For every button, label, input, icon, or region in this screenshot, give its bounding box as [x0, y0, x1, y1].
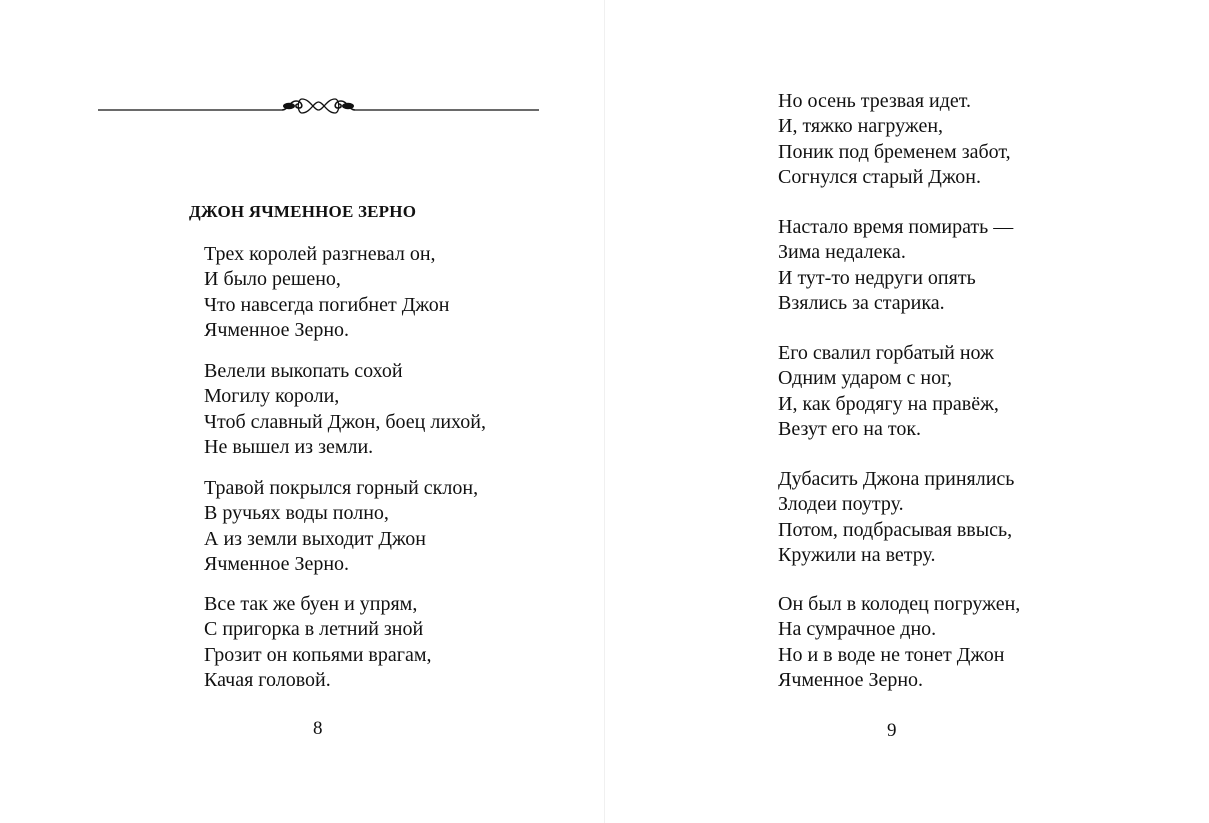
- poem-line: Взялись за старика.: [778, 291, 945, 314]
- poem-line: И, как бродягу на правёж,: [778, 392, 999, 415]
- right-page: [605, 0, 1209, 823]
- poem-line: Что навсегда погибнет Джон: [204, 293, 450, 316]
- poem-line: Его свалил горбатый нож: [778, 342, 994, 364]
- page-number: 9: [887, 720, 897, 741]
- stanza-7: [778, 341, 999, 442]
- poem-line: Везут его на ток.: [778, 417, 922, 440]
- poem-line: Зима недалека.: [778, 241, 906, 264]
- stanza-1: [204, 242, 449, 343]
- poem-line: Ячменное Зерно.: [778, 668, 924, 691]
- poem-line: Согнулся старый Джон.: [778, 165, 981, 188]
- poem-title: ДЖОН ЯЧМЕННОЕ ЗЕРНО: [189, 202, 417, 221]
- poem-line: Потом, подбрасывая ввысь,: [778, 518, 1013, 541]
- poem-line: На сумрачное дно.: [778, 618, 937, 641]
- stanza-5: [778, 89, 1011, 190]
- poem-line: Поник под бременем забот,: [778, 140, 1011, 163]
- ornament-divider-icon: [98, 92, 539, 116]
- poem-line: И было решено,: [204, 268, 341, 291]
- stanza-3: [204, 476, 478, 577]
- poem-line: Не вышел из земли.: [204, 435, 374, 458]
- poem-line: И, тяжко нагружен,: [778, 115, 944, 138]
- stanza-2: [204, 359, 486, 460]
- poem-line: Злодеи поутру.: [778, 493, 904, 516]
- poem-line: Но осень трезвая идет.: [778, 90, 972, 112]
- poem-line: С пригорка в летний зной: [204, 618, 424, 641]
- stanza-8: [778, 467, 1014, 568]
- poem-line: Ячменное Зерно.: [204, 318, 350, 341]
- stanza-4: [204, 592, 432, 693]
- poem-line: Велели выкопать сохой: [204, 360, 403, 382]
- poem-line: Чтоб славный Джон, боец лихой,: [204, 410, 486, 433]
- left-page: [0, 0, 604, 823]
- poem-line: Одним ударом с ног,: [778, 367, 953, 390]
- poem-line: Грозит он копьями врагам,: [204, 643, 432, 666]
- poem-line: Кружили на ветру.: [778, 543, 936, 566]
- poem-line: Качая головой.: [204, 668, 331, 691]
- poem-line: Он был в колодец погружен,: [778, 593, 1021, 615]
- poem-line: Все так же буен и упрям,: [204, 593, 418, 615]
- poem-line: Трех королей разгневал он,: [204, 243, 436, 265]
- poem-line: Ячменное Зерно.: [204, 552, 350, 575]
- poem-line: Дубасить Джона принялись: [778, 468, 1015, 490]
- stanza-9: [778, 592, 1020, 693]
- poem-line: Но и в воде не тонет Джон: [778, 643, 1005, 666]
- poem-line: Травой покрылся горный склон,: [204, 477, 479, 499]
- poem-line: И тут-то недруги опять: [778, 266, 976, 289]
- page-number: 8: [313, 718, 323, 739]
- stanza-6: [778, 215, 1013, 316]
- poem-line: В ручьях воды полно,: [204, 502, 389, 525]
- poem-line: Настало время помирать —: [778, 216, 1014, 238]
- poem-line: А из земли выходит Джон: [204, 527, 426, 550]
- poem-line: Могилу короли,: [204, 385, 340, 408]
